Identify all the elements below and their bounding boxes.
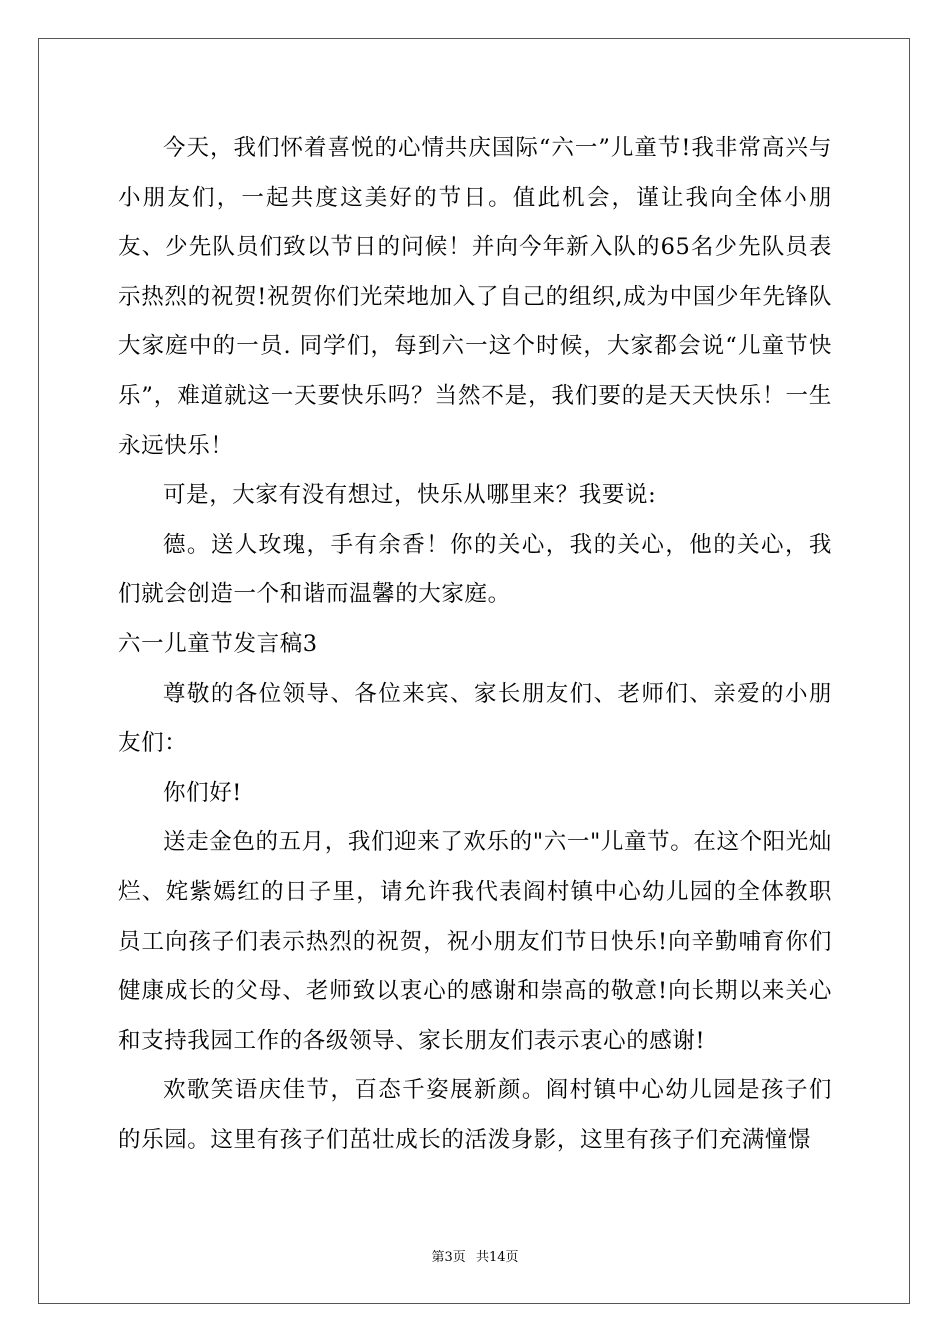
paragraph: 可是，大家有没有想过，快乐从哪里来？我要说: [163, 482, 657, 509]
paragraph: 德。送人玫瑰，手有余香！你的关心，我的关心，他的关心，我们就会创造一个和谐而温馨的大家庭。 [118, 531, 832, 608]
paragraph: 今天，我们怀着喜悦的心情共庆国际“六一”儿童节!我非常高兴与小朋友们，一起共度这美好的节日。值此机会，谨让我向全体小朋友、少先队员们致以节日的问候！并向今年新入队的65名少先队员表示热烈的祝贺!祝贺你们光荣地加入了自己的组织,成为中国少年先锋队大家庭中的一员. 同学们，每到六一这个时候，大家都会说“儿童节快乐”，难道就这一天要快乐吗？当然不是，我们要的是天天快乐！一生永远快乐！ [118, 135, 832, 459]
page-footer [0, 1246, 950, 1265]
paragraph: 欢歌笑语庆佳节，百态千姿展新颜。阎村镇中心幼儿园是孩子们的乐园。这里有孩子们茁壮成长的活泼身影，这里有孩子们充满憧憬 [118, 1077, 832, 1153]
section-heading: 六一儿童节发言稿3 [118, 630, 318, 657]
page-number: 第3页 [431, 1250, 466, 1265]
paragraph: 尊敬的各位领导、各位来宾、家长朋友们、老师们、亲爱的小朋友们： [118, 680, 832, 757]
paragraph: 送走金色的五月，我们迎来了欢乐的"六一"儿童节。在这个阳光灿烂、姹紫嫣红的日子里，请允许我代表阎村镇中心幼儿园的全体教职员工向孩子们表示热烈的祝贺，祝小朋友们节日快乐!向辛勤哺育你们健康成长的父母、老师致以衷心的感谢和崇高的敬意!向长期以来关心和支持我园工作的各级领导、家长朋友们表示衷心的感谢! [118, 829, 832, 1054]
document-body [118, 124, 832, 1165]
paragraph: 你们好! [163, 779, 242, 806]
page-total: 共14页 [475, 1250, 519, 1265]
